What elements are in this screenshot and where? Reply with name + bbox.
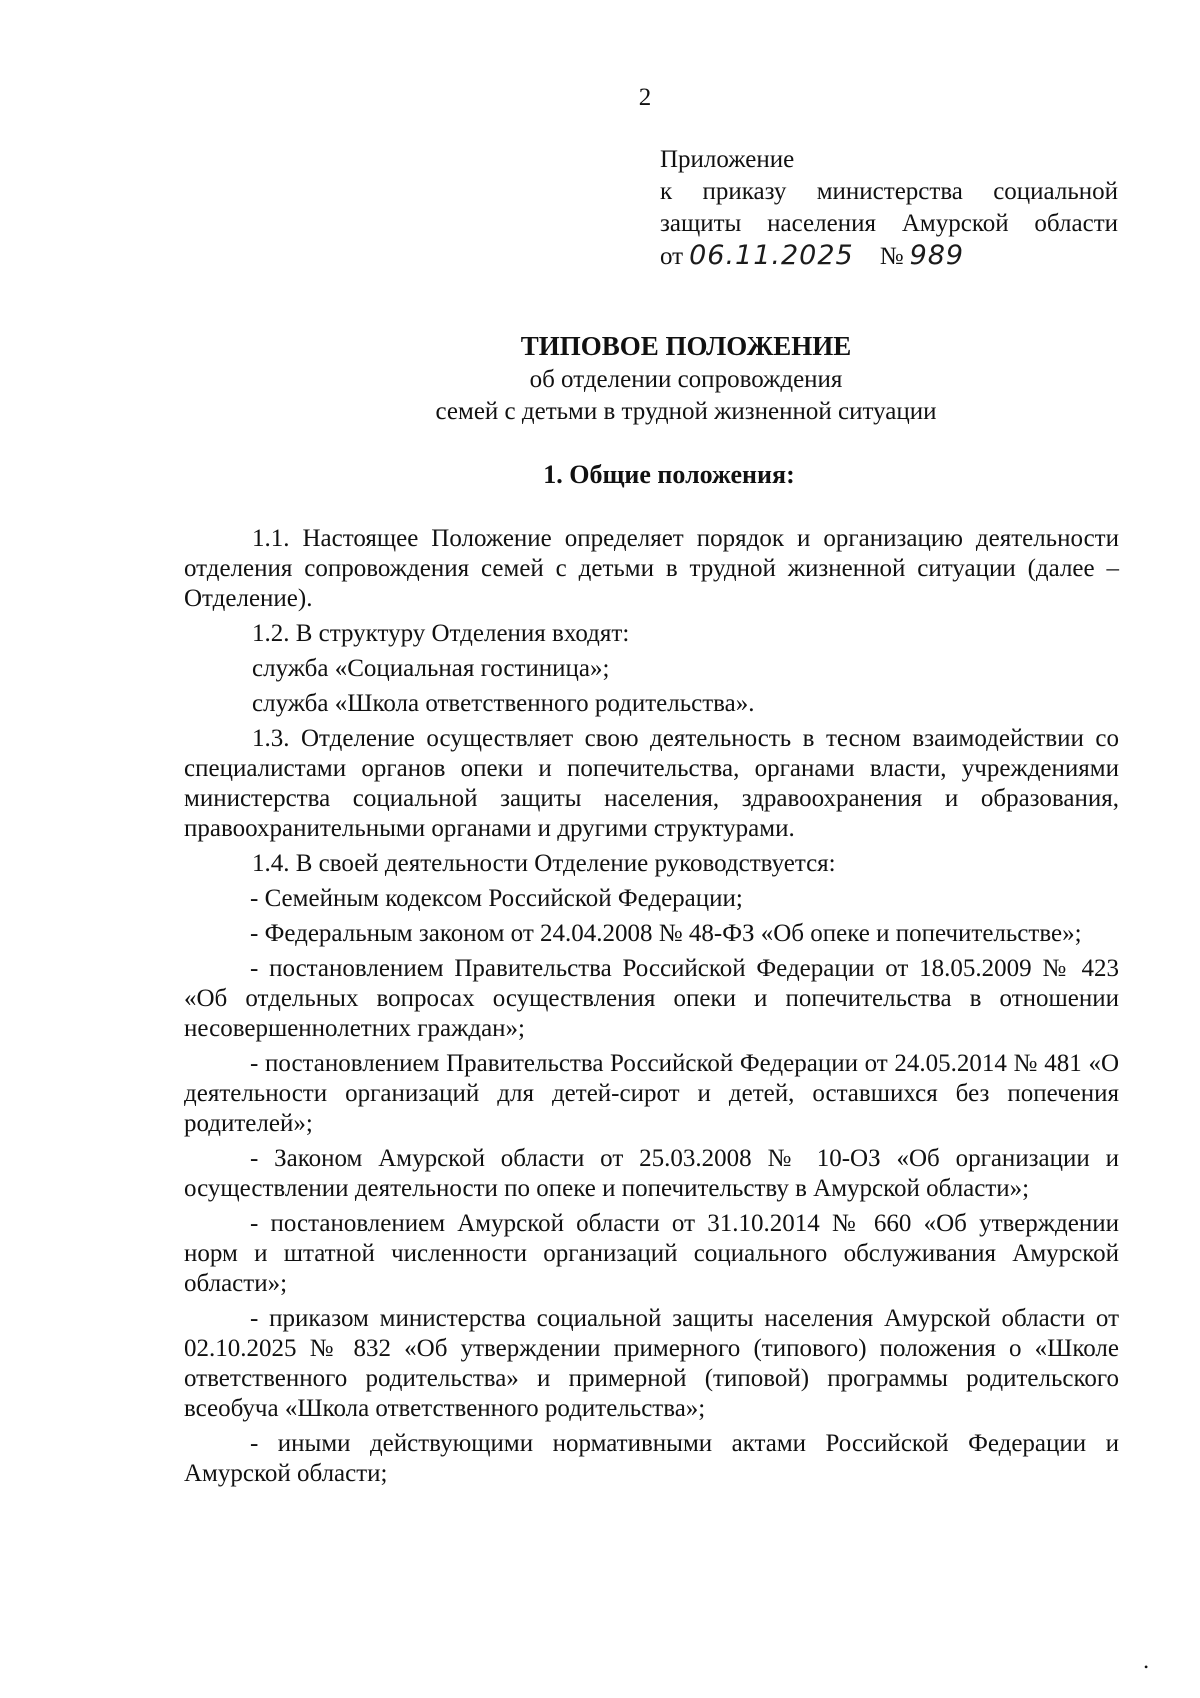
document-subtitle-line-1: об отделении сопровождения [529,366,843,393]
page-number: 2 [638,84,652,111]
scan-speck: • [1144,1660,1149,1674]
list-item: - Законом Амурской области от 25.03.2008 № 10-ОЗ «Об организации и осуществлении деятельности по опеке и попечительству в Амурской области»; [184,1145,1119,1202]
list-item: - иными действующими нормативными актами Российской Федерации и Амурской области; [184,1430,1119,1487]
paragraph-1-2: 1.2. В структуру Отделения входят: [252,620,630,647]
section-title: 1. Общие положения: [543,460,795,489]
paragraph-1-3: 1.3. Отделение осуществляет свою деятельность в тесном взаимодействии со специалистами органов опеки и попечительства, органами власти, учреждениями министерства социальной защиты населения, здравоохранения и образования, правоохранительными органами и другими структурами. [184,725,1119,842]
document-body [184,524,1119,1494]
list-item: - постановлением Правительства Российской Федерации от 24.05.2014 № 481 «О деятельности организаций для детей-сирот и детей, оставшихся без попечения родителей»; [184,1050,1119,1137]
paragraph-1-4: 1.4. В своей деятельности Отделение руководствуется: [252,850,836,877]
handwritten-date: 06.11.2025 [689,240,854,271]
document-heading [0,328,1200,428]
list-item: - приказом министерства социальной защиты населения Амурской области от 02.10.2025 № 832 «Об утверждении примерного (типового) положения о «Школе ответственного родительства» и примерной (типовой) программы родительского всеобуча «Школа ответственного родительства»; [184,1305,1119,1422]
list-item: - Семейным кодексом Российской Федерации; [250,885,743,912]
document-subtitle-line-2: семей с детьми в трудной жизненной ситуации [435,398,937,425]
appendix-ministry-line: защиты населения Амурской области [660,210,1118,237]
appendix-block [660,144,1118,273]
list-item: - Федеральным законом от 24.04.2008 № 48-ФЗ «Об опеке и попечительстве»; [250,920,1082,947]
appendix-title: Приложение [660,146,795,173]
list-item: служба «Школа ответственного родительства». [252,690,755,717]
paragraph-1-1: 1.1. Настоящее Положение определяет порядок и организацию деятельности отделения сопровождения семей с детьми в трудной жизненной ситуации (далее – Отделение). [184,525,1119,612]
number-prefix: № [879,243,904,270]
list-item: - постановлением Амурской области от 31.10.2014 № 660 «Об утверждении норм и штатной численности организаций социального обслуживания Амурской области»; [184,1210,1119,1297]
list-item: - постановлением Правительства Российской Федерации от 18.05.2009 № 423 «Об отдельных вопросах осуществления опеки и попечительства в отношении несовершеннолетних граждан»; [184,955,1119,1042]
date-prefix: от [660,243,684,270]
appendix-date-line [660,240,1118,273]
list-item: служба «Социальная гостиница»; [252,655,610,682]
appendix-order-line: к приказу министерства социальной [660,178,1118,205]
document-title: ТИПОВОЕ ПОЛОЖЕНИЕ [520,331,852,361]
handwritten-number: 989 [909,240,965,271]
